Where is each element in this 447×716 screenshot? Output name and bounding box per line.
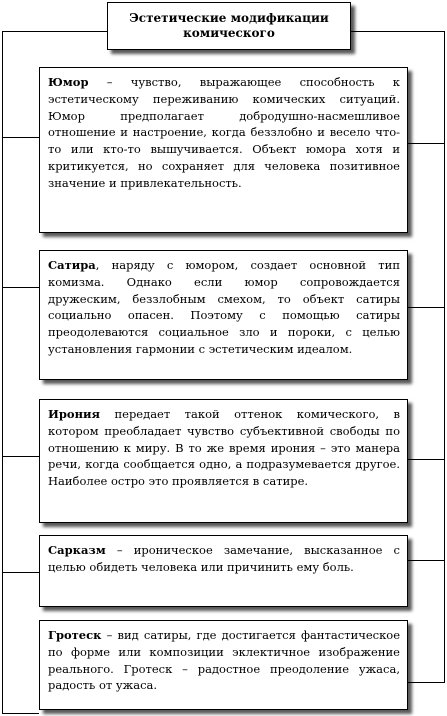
left-trunk-line [2, 31, 3, 714]
satire-box [39, 250, 408, 380]
irony-text: передает такой оттенок комического, в котором преобладает чувство субъективной свободы по отношению к миру. В то же время ирония – это манера речи, когда сообщается одно, а подразумевается другое. Наиболее остро это проявляется в сатире. [48, 407, 400, 489]
right-branch-humor [408, 143, 445, 144]
sarcasm-box [39, 535, 408, 607]
left-branch-sarcasm [2, 572, 39, 573]
right-branch-grotesque [408, 682, 445, 683]
right-branch-satire [408, 307, 445, 308]
grotesque-box [39, 620, 408, 710]
diagram-title-box [107, 2, 351, 50]
left-branch-grotesque [2, 713, 39, 714]
right-branch-sarcasm [408, 560, 445, 561]
diagram-title: Эстетические модификации комического [129, 11, 329, 40]
right-trunk-line [444, 31, 445, 683]
satire-term: Сатира [48, 258, 96, 272]
sarcasm-term: Сарказм [48, 543, 106, 557]
left-branch-humor [2, 137, 39, 138]
humor-term: Юмор [48, 75, 89, 89]
left-branch-title [2, 31, 107, 32]
satire-text: , наряду с юмором, создает основной тип комизма. Однако если юмор сопровождается дружеским, беззлобным смехом, то объект сатиры социально опасен. Поэтому с помощью сатиры преодолеваются социальное зло и пороки, с целью установления гармонии с эстетическим идеалом. [48, 258, 400, 356]
humor-box [39, 67, 408, 233]
right-branch-title [351, 31, 445, 32]
grotesque-text: – вид сатиры, где достигается фантастическое по форме или композиции эклектичное изображение реального. Гротеск – радостное преодоление ужаса, радость от ужаса. [48, 628, 400, 693]
irony-box [39, 399, 408, 523]
grotesque-term: Гротеск [48, 628, 102, 642]
irony-term: Ирония [48, 407, 101, 421]
left-branch-satire [2, 287, 39, 288]
humor-text: – чувство, выражающее способность к эстетическому переживанию комических ситуаций. Юмор предполагает добродушно-насмешливое отношение и настроение, когда беззлобно и весело что-то или кто-то вышучивается. Объект юмора хотя и критикуется, но сохраняет для человека позитивное значение и привлекательность. [48, 75, 400, 190]
sarcasm-text: – ироническое замечание, высказанное с целью обидеть человека или причинить ему боль. [48, 543, 400, 574]
left-branch-irony [2, 456, 39, 457]
right-branch-irony [408, 459, 445, 460]
